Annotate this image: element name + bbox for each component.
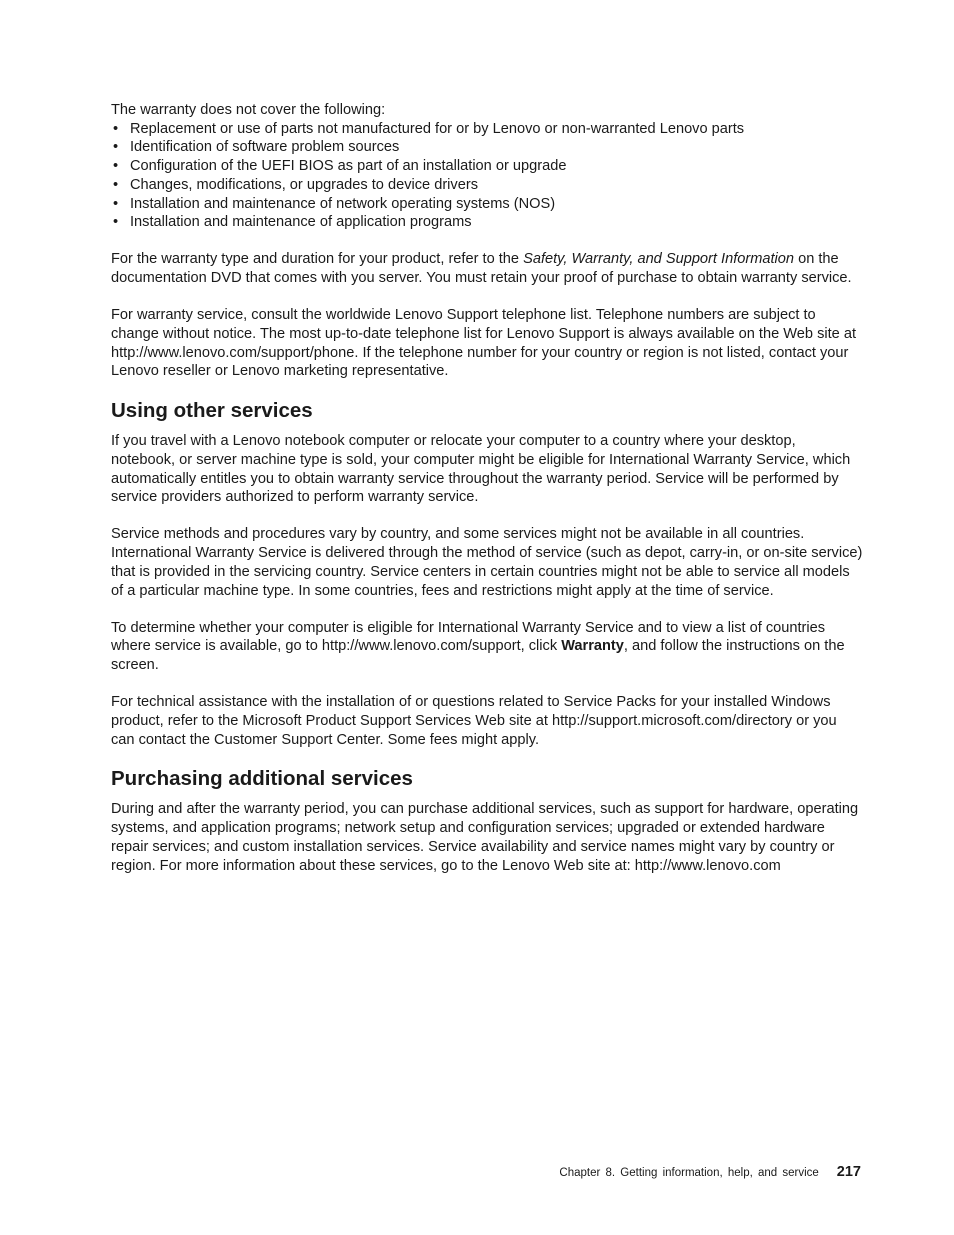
list-item: • Changes, modifications, or upgrades to device drivers [111,176,863,195]
page-content [111,101,863,875]
list-item: • Replacement or use of parts not manufactured for or by Lenovo or non-warranted Lenovo parts [111,120,863,139]
warranty-type-paragraph [111,250,863,287]
exclusions-list [111,120,863,232]
list-item: • Configuration of the UEFI BIOS as part of an installation or upgrade [111,157,863,176]
warranty-type-text-end: on the documentation DVD that comes with you server. You must retain your proof of purchase to obtain warranty service. [111,251,852,287]
page-number: 217 [836,1164,861,1180]
service-methods-paragraph: Service methods and procedures vary by country, and some services might not be available in all countries. International Warranty Service is delivered through the method of service (such as depot, carry-in, or on-site service) that is provided in the servicing country. Service centers in certain countries might not be able to service all models of a particular machine type. In some countries, fees and restrictions might apply at the time of service. [111,526,863,599]
list-item: • Installation and maintenance of network operating systems (NOS) [111,195,863,214]
chapter-title: Chapter 8. Getting information, help, and service [559,1167,819,1179]
international-warranty-paragraph: If you travel with a Lenovo notebook computer or relocate your computer to a country where your desktop, notebook, or server machine type is sold, your computer might be eligible for International Warranty Service, which automatically entitles you to obtain warranty service throughout the warranty period. Service will be performed by service providers authorized to perform warranty service. [111,433,851,506]
warranty-type-text: For the warranty type and duration for your product, refer to the [111,251,524,268]
document-title-italic: Safety, Warranty, and Support Information [523,251,795,268]
list-item: • Identification of software problem sources [111,138,863,157]
eligibility-text-end: , and follow the instructions on the screen. [111,638,845,674]
warranty-link-label: Warranty [561,638,624,655]
page-footer [559,1163,861,1182]
technical-assistance-paragraph: For technical assistance with the installation of or questions related to Service Packs for your installed Windows product, refer to the Microsoft Product Support Services Web site at http://support.microsoft.com/directory or you can contact the Customer Support Center. Some fees might apply. [111,694,837,748]
exclusions-intro: The warranty does not cover the following: [111,102,386,118]
heading-purchasing-additional-services: Purchasing additional services [111,767,413,791]
heading-using-other-services: Using other services [111,399,313,423]
eligibility-text: To determine whether your computer is eligible for International Warranty Service and to view a list of countries where service is available, go to http://www.lenovo.com/support, click [111,619,826,655]
list-item: • Installation and maintenance of application programs [111,213,863,232]
warranty-service-paragraph: For warranty service, consult the worldwide Lenovo Support telephone list. Telephone numbers are subject to change without notice. The most up-to-date telephone list for Lenovo Support is always available on the Web site at http://www.lenovo.com/support/phone. If the telephone number for your country or region is not listed, contact your Lenovo reseller or Lenovo marketing representative. [111,307,857,380]
additional-services-paragraph: During and after the warranty period, you can purchase additional services, such as support for hardware, operating systems, and application programs; network setup and configuration services; upgraded or extended hardware repair services; and custom installation services. Service availability and service names might vary by country or region. For more information about these services, go to the Lenovo Web site at: http://www.lenovo.com [111,801,859,874]
eligibility-paragraph [111,619,863,675]
